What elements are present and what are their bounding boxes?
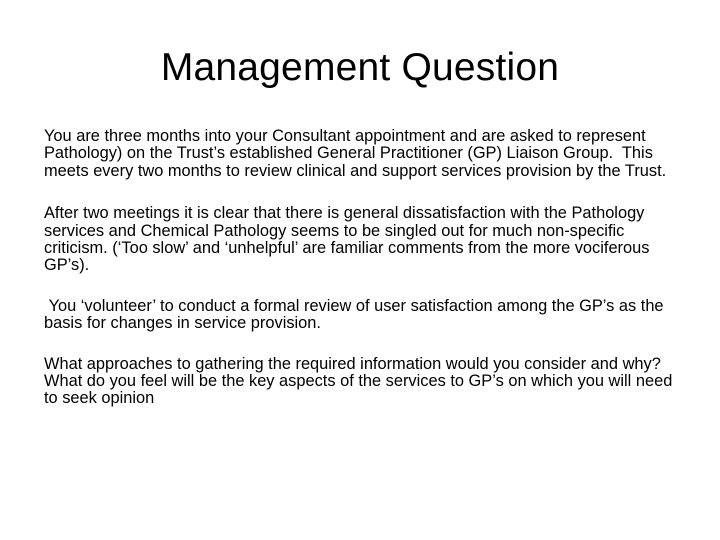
slide-title: Management Question [160,46,560,89]
paragraph-volunteer: You ‘volunteer’ to conduct a formal review of user satisfaction among the GP’s as the basis for changes in service provision. [44,296,669,333]
paragraph-question: What approaches to gathering the required information would you consider and why? What do you feel will be the key aspects of the services to GP’s on which you will need to seek opinion [44,354,677,408]
paragraph-dissatisfaction: After two meetings it is clear that there is general dissatisfaction with the Pathology services and Chemical Pathology seems to be singled out for much non-specific criticism. (‘Too slow’ and ‘unhelpful’ are familiar comments from the more vociferous GP’s). [44,204,655,275]
paragraph-context: You are three months into your Consultant appointment and are asked to represent Pathology) on the Trust’s established General Practitioner (GP) Liaison Group. This meets every two months to review clinical and support services provision by the Trust. [44,127,667,180]
slide-body [44,128,684,433]
